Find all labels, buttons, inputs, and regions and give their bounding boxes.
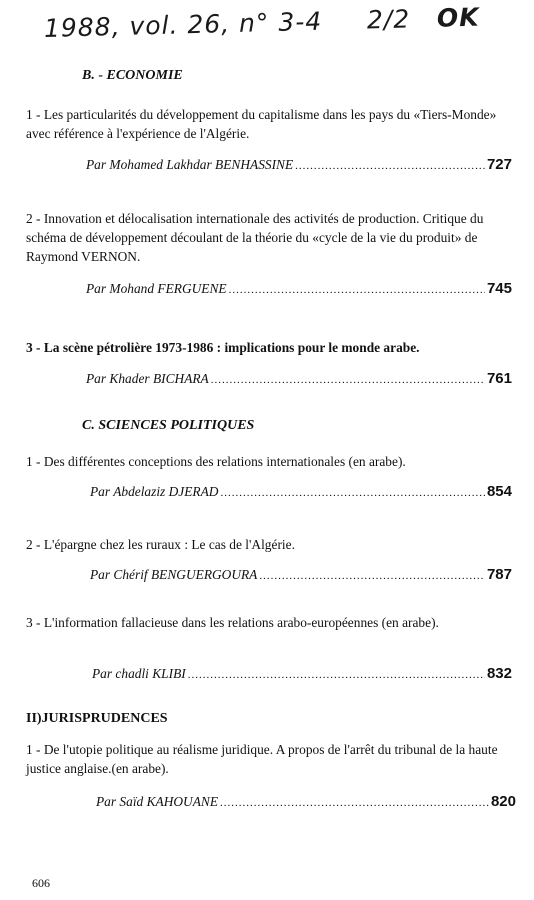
- author-name: Par chadli KLIBI: [92, 666, 186, 681]
- handwritten-ok-mark: OK: [436, 2, 480, 33]
- dot-leader: [211, 374, 485, 386]
- dot-leader: [220, 797, 489, 809]
- author-line: [86, 156, 512, 173]
- entry-title: 1 - Des différentes conceptions des relations internationales (en arabe).: [26, 454, 406, 469]
- dot-leader: [229, 284, 485, 296]
- author-line: [90, 483, 512, 500]
- author-name: Par Chérif BENGUERGOURA: [90, 567, 258, 582]
- page-number: 727: [486, 156, 512, 173]
- dot-leader: [259, 570, 485, 582]
- entry-title: 3 - L'information fallacieuse dans les relations arabo-européennes (en arabe).: [26, 615, 439, 630]
- section-heading-jurisprudences: II)JURISPRUDENCES: [26, 711, 168, 726]
- section-heading-sciences-politiques: C. SCIENCES POLITIQUES: [82, 418, 255, 433]
- page-number: 745: [486, 280, 512, 297]
- handwritten-annotation: [44, 2, 515, 43]
- author-name: Par Saïd KAHOUANE: [96, 794, 218, 809]
- handwritten-reference: 1988, vol. 26, n° 3-4: [43, 6, 323, 43]
- dot-leader: [188, 669, 485, 681]
- entry-title: 3 - La scène pétrolière 1973-1986 : implications pour le monde arabe.: [26, 340, 420, 355]
- author-line: [90, 566, 512, 583]
- entry-title: 2 - Innovation et délocalisation internationale des activités de production. Critique du schéma de développement découlant de la théorie du «cycle de la vie du produit» de Raymond VERNON.: [26, 211, 484, 264]
- author-line: [86, 370, 512, 387]
- author-name: Par Mohand FERGUENE: [86, 281, 227, 296]
- page-number: 820: [490, 793, 516, 810]
- section-heading-economie: B. - ECONOMIE: [82, 68, 183, 83]
- page-number: 832: [486, 665, 512, 682]
- page-folio: 606: [32, 876, 50, 890]
- handwritten-fraction: 2/2: [366, 4, 411, 35]
- author-name: Par Khader BICHARA: [86, 371, 209, 386]
- author-name: Par Mohamed Lakhdar BENHASSINE: [86, 157, 294, 172]
- page-number: 761: [486, 370, 512, 387]
- entry-title: 1 - Les particularités du développement du capitalisme dans les pays du «Tiers-Monde» avec référence à l'expérience de l'Algérie.: [26, 107, 497, 141]
- entry-title: 2 - L'épargne chez les ruraux : Le cas de l'Algérie.: [26, 537, 295, 552]
- dot-leader: [220, 487, 485, 499]
- entry-title: 1 - De l'utopie politique au réalisme juridique. A propos de l'arrêt du tribunal de la haute justice anglaise.(en arabe).: [26, 742, 498, 776]
- author-line: [96, 793, 516, 810]
- dot-leader: [295, 160, 485, 172]
- page-number: 854: [486, 483, 512, 500]
- page-number: 787: [486, 566, 512, 583]
- author-line: [92, 665, 512, 682]
- author-name: Par Abdelaziz DJERAD: [90, 484, 219, 499]
- author-line: [86, 280, 512, 297]
